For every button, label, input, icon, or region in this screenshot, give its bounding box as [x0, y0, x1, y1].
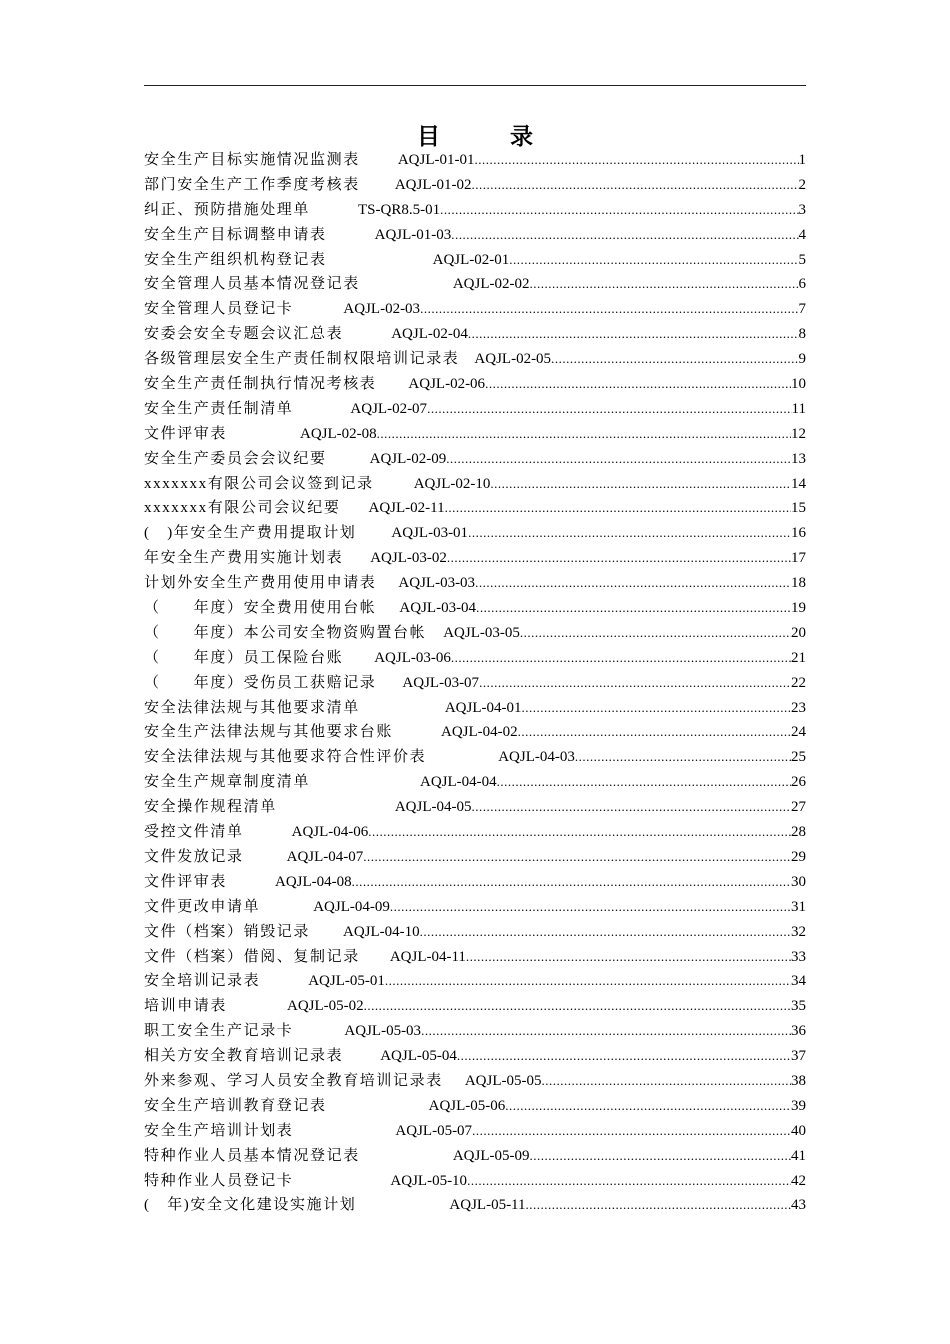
toc-entry-code: AQJL-02-06 [408, 376, 486, 393]
toc-entry[interactable] [144, 447, 806, 472]
toc-entry[interactable] [144, 472, 806, 497]
toc-entry[interactable] [144, 1144, 806, 1169]
toc-entry[interactable] [144, 322, 806, 347]
toc-entry-code: AQJL-02-10 [413, 475, 491, 492]
toc-entry-code: AQJL-05-04 [380, 1048, 457, 1065]
toc-entry[interactable] [144, 671, 806, 696]
toc-entry-code: AQJL-05-11 [449, 1197, 526, 1214]
title-char-1: 目 [417, 124, 440, 149]
toc-entry-page: 35 [791, 998, 806, 1015]
toc-entry-title: 文件（档案）借阅、复制记录 [144, 948, 360, 965]
toc-entry-page: 23 [791, 699, 806, 716]
toc-entry-code: AQJL-05-10 [390, 1172, 468, 1189]
toc-leader-dots [472, 1119, 791, 1144]
toc-entry-code: AQJL-01-01 [397, 152, 475, 168]
toc-leader-dots [420, 297, 798, 322]
toc-entry-page: 11 [791, 400, 806, 417]
toc-leader-dots [466, 945, 791, 970]
toc-entry[interactable] [144, 496, 806, 521]
toc-entry-title: 纠正、预防措施处理单 [144, 201, 311, 218]
toc-leader-dots [497, 770, 791, 795]
toc-leader-dots [451, 223, 798, 248]
toc-entry-page: 39 [791, 1097, 806, 1114]
toc-entry-page: 22 [791, 674, 806, 691]
toc-entry-code: AQJL-04-10 [343, 923, 420, 940]
toc-leader-dots [575, 745, 791, 770]
toc-entry[interactable] [144, 596, 806, 621]
toc-leader-dots [451, 646, 791, 671]
toc-entry-title: 相关方安全教育培训记录表 [144, 1048, 344, 1065]
toc-entry[interactable] [144, 223, 806, 248]
toc-entry-page: 37 [791, 1048, 806, 1065]
toc-entry-code: AQJL-04-05 [394, 799, 472, 816]
toc-entry-title: 安全管理人员登记卡 [144, 301, 294, 318]
toc-entry-page: 7 [798, 301, 806, 318]
toc-leader-dots [529, 1144, 791, 1169]
toc-entry-page: 33 [791, 948, 806, 965]
toc-leader-dots [520, 621, 791, 646]
toc-entry-code: AQJL-04-06 [291, 824, 369, 841]
toc-leader-dots [364, 994, 791, 1019]
toc-entry-page: 15 [791, 500, 806, 517]
toc-entry-title: 特种作业人员登记卡 [144, 1172, 294, 1189]
toc-entry-title: 各级管理层安全生产责任制权限培训记录表 [144, 351, 460, 368]
toc-entry-title: 培训申请表 [144, 998, 228, 1015]
toc-entry-code: AQJL-05-01 [308, 973, 385, 990]
toc-entry-page: 36 [791, 1023, 806, 1040]
toc-entry[interactable] [144, 845, 806, 870]
toc-entry-title: 年安全生产费用实施计划表 [144, 550, 344, 567]
toc-entry-code: AQJL-04-07 [286, 848, 364, 865]
toc-entry-code: AQJL-02-09 [369, 450, 447, 467]
toc-entry-page: 3 [798, 201, 806, 218]
toc-entry-page: 21 [791, 649, 806, 666]
toc-entry[interactable] [144, 347, 806, 372]
toc-entry-page: 9 [798, 351, 806, 368]
toc-entry-code: AQJL-02-01 [432, 251, 510, 268]
toc-entry[interactable] [144, 646, 806, 671]
toc-entry-code: AQJL-03-01 [391, 525, 469, 542]
toc-entry[interactable] [144, 272, 806, 297]
toc-entry-title: 受控文件清单 [144, 824, 244, 841]
toc-entry-code: AQJL-04-11 [389, 948, 466, 965]
toc-entry-title: 文件评审表 [144, 873, 228, 890]
toc-entry[interactable] [144, 820, 806, 845]
toc-entry-code: AQJL-04-02 [441, 724, 518, 741]
toc-leader-dots [541, 1069, 791, 1094]
toc-leader-dots [468, 521, 791, 546]
toc-entry-title: 安全生产委员会会议纪要 [144, 450, 327, 467]
toc-entry-page: 17 [791, 550, 806, 567]
toc-leader-dots [476, 596, 791, 621]
toc-entry-title: 安全生产培训教育登记表 [144, 1097, 327, 1114]
toc-entry[interactable] [144, 521, 806, 546]
toc-entry[interactable] [144, 770, 806, 795]
toc-entry[interactable] [144, 720, 806, 745]
toc-entry-code: AQJL-02-02 [452, 276, 530, 293]
toc-entry[interactable] [144, 969, 806, 994]
toc-entry[interactable] [144, 1119, 806, 1144]
toc-entry[interactable] [144, 198, 806, 223]
toc-entry-title: 特种作业人员基本情况登记表 [144, 1147, 360, 1164]
toc-entry-title: 文件发放记录 [144, 848, 244, 865]
toc-entry[interactable] [144, 1069, 806, 1094]
toc-entry-title: 安全管理人员基本情况登记表 [144, 276, 360, 293]
toc-leader-dots [474, 148, 798, 173]
toc-entry-title: 安全培训记录表 [144, 973, 261, 990]
toc-entry[interactable] [144, 895, 806, 920]
toc-entry[interactable] [144, 571, 806, 596]
toc-entry-title: 安全法律法规与其他要求清单 [144, 699, 360, 716]
toc-entry[interactable] [144, 1094, 806, 1119]
toc-entry-title: 文件评审表 [144, 425, 228, 442]
toc-entry-page: 29 [791, 848, 806, 865]
toc-entry[interactable] [144, 546, 806, 571]
toc-entry-code: AQJL-05-02 [287, 998, 364, 1015]
toc-entry-code: AQJL-02-05 [474, 351, 552, 368]
toc-leader-dots [457, 1044, 791, 1069]
toc-entry-page: 5 [798, 251, 806, 268]
page-title [0, 118, 950, 151]
toc-entry[interactable] [144, 1044, 806, 1069]
toc-entry-title: 安全操作规程清单 [144, 799, 277, 816]
toc-leader-dots [427, 397, 791, 422]
toc-entry-code: AQJL-04-03 [498, 749, 575, 766]
toc-entry-page: 20 [791, 624, 806, 641]
toc-leader-dots [420, 920, 791, 945]
toc-leader-dots [421, 1019, 791, 1044]
toc-entry[interactable] [144, 297, 806, 322]
toc-entry-code: AQJL-05-07 [395, 1122, 473, 1139]
toc-leader-dots [505, 1094, 791, 1119]
toc-leader-dots [446, 447, 791, 472]
title-char-2: 录 [510, 124, 533, 149]
toc-entry-page: 30 [791, 873, 806, 890]
toc-entry-page: 32 [791, 923, 806, 940]
toc-entry-title: 安全生产法律法规与其他要求台账 [144, 724, 394, 741]
toc-leader-dots [521, 696, 791, 721]
toc-entry-code: AQJL-04-04 [420, 774, 497, 791]
toc-leader-dots [471, 173, 798, 198]
toc-entry-code: AQJL-05-06 [428, 1097, 506, 1114]
toc-entry-page: 43 [791, 1197, 806, 1214]
toc-leader-dots [377, 422, 791, 447]
toc-entry-title: 安全生产责任制执行情况考核表 [144, 376, 377, 393]
toc-entry-code: AQJL-03-04 [399, 600, 477, 617]
toc-entry-title: （ 年度）安全费用使用台帐 [144, 600, 377, 617]
toc-entry-page: 14 [791, 475, 806, 492]
toc-entry-code: AQJL-02-11 [368, 500, 445, 517]
toc-leader-dots [509, 248, 798, 273]
toc-entry-page: 26 [791, 774, 806, 791]
toc-entry[interactable] [144, 1019, 806, 1044]
toc-entry-code: AQJL-04-09 [313, 898, 390, 915]
toc-entry-page: 10 [791, 376, 806, 393]
toc-entry-title: xxxxxxx有限公司会议纪要 [144, 500, 341, 517]
toc-leader-dots [447, 546, 791, 571]
toc-entry-page: 4 [798, 226, 806, 243]
toc-leader-dots [490, 472, 791, 497]
toc-entry[interactable] [144, 945, 806, 970]
toc-entry[interactable] [144, 148, 806, 173]
toc-entry-page: 1 [798, 152, 806, 168]
toc-entry-title: ( )年安全生产费用提取计划 [144, 525, 357, 542]
toc-entry-code: AQJL-03-07 [402, 674, 480, 691]
toc-entry-title: ( 年)安全文化建设实施计划 [144, 1197, 357, 1214]
toc-entry-page: 28 [791, 824, 806, 841]
toc-entry-page: 12 [791, 425, 806, 442]
toc-entry-title: 安全生产组织机构登记表 [144, 251, 327, 268]
toc-entry-code: AQJL-05-09 [452, 1147, 530, 1164]
toc-leader-dots [390, 895, 791, 920]
toc-entry-title: 外来参观、学习人员安全教育培训记录表 [144, 1072, 443, 1089]
toc-entry-code: AQJL-01-03 [374, 226, 452, 243]
toc-leader-dots [551, 347, 798, 372]
toc-entry-page: 38 [791, 1072, 806, 1089]
toc-entry[interactable] [144, 1169, 806, 1194]
toc-entry[interactable] [144, 397, 806, 422]
toc-leader-dots [526, 1193, 791, 1218]
toc-entry-page: 6 [798, 276, 806, 293]
toc-entry[interactable] [144, 1193, 806, 1218]
toc-entry[interactable] [144, 248, 806, 273]
toc-entry-code: AQJL-02-04 [391, 326, 468, 343]
toc-entry-code: AQJL-01-02 [394, 176, 472, 193]
toc-entry-page: 13 [791, 450, 806, 467]
toc-leader-dots [368, 820, 791, 845]
toc-entry-code: AQJL-04-08 [275, 873, 352, 890]
toc-entry-title: 安全生产目标调整申请表 [144, 226, 327, 243]
toc-entry-page: 8 [798, 326, 806, 343]
toc-leader-dots [385, 969, 791, 994]
toc-entry-code: AQJL-05-05 [464, 1072, 542, 1089]
toc-entry-title: 安全生产责任制清单 [144, 400, 294, 417]
toc-entry-code: AQJL-05-03 [344, 1023, 422, 1040]
toc-leader-dots [363, 845, 791, 870]
toc-entry-title: 计划外安全生产费用使用申请表 [144, 575, 377, 592]
toc-entry-title: （ 年度）员工保险台账 [144, 649, 344, 666]
toc-entry-code: AQJL-02-03 [343, 301, 421, 318]
toc-leader-dots [352, 870, 791, 895]
toc-leader-dots [440, 198, 798, 223]
toc-entry-page: 25 [791, 749, 806, 766]
toc-entry-page: 18 [791, 575, 806, 592]
toc-entry-code: AQJL-02-08 [300, 425, 377, 442]
toc-entry-title: 部门安全生产工作季度考核表 [144, 176, 360, 193]
toc-entry-code: AQJL-04-01 [444, 699, 522, 716]
toc-entry-title: 安委会安全专题会议汇总表 [144, 326, 344, 343]
toc-leader-dots [479, 671, 791, 696]
toc-entry-title: 安全生产目标实施情况监测表 [144, 152, 360, 168]
toc-entry-page: 40 [791, 1122, 806, 1139]
toc-entry-page: 27 [791, 799, 806, 816]
toc-entry-code: AQJL-02-07 [350, 400, 428, 417]
toc-entry[interactable] [144, 422, 806, 447]
toc-entry-title: 文件更改申请单 [144, 898, 261, 915]
toc-entry-page: 31 [791, 898, 806, 915]
toc-entry-title: 职工安全生产记录卡 [144, 1023, 294, 1040]
toc-leader-dots [468, 322, 799, 347]
header-rule [144, 85, 806, 86]
toc-leader-dots [467, 1169, 791, 1194]
toc-entry[interactable] [144, 173, 806, 198]
toc-entry-title: （ 年度）受伤员工获赔记录 [144, 674, 377, 691]
toc-entry-title: 文件（档案）销毁记录 [144, 923, 311, 940]
toc-entry-code: AQJL-03-03 [398, 575, 476, 592]
toc-entry-title: 安全生产规章制度清单 [144, 774, 311, 791]
toc-entry[interactable] [144, 920, 806, 945]
toc-entry[interactable] [144, 372, 806, 397]
toc-entry[interactable] [144, 795, 806, 820]
toc-entry-code: TS-QR8.5-01 [358, 201, 441, 218]
toc-leader-dots [529, 272, 798, 297]
toc-entry[interactable] [144, 745, 806, 770]
toc-entry-title: （ 年度）本公司安全物资购置台帐 [144, 624, 427, 641]
toc-entry-code: AQJL-03-06 [374, 649, 451, 666]
toc-entry-page: 2 [798, 176, 806, 193]
toc-entry-code: AQJL-03-05 [443, 624, 520, 641]
toc-entry-page: 42 [791, 1172, 806, 1189]
toc-entry-code: AQJL-03-02 [370, 550, 447, 567]
table-of-contents [144, 148, 806, 1218]
toc-entry[interactable] [144, 870, 806, 895]
toc-leader-dots [445, 496, 791, 521]
toc-entry-page: 19 [791, 600, 806, 617]
toc-entry-title: 安全法律法规与其他要求符合性评价表 [144, 749, 427, 766]
toc-entry-page: 34 [791, 973, 806, 990]
toc-entry-page: 24 [791, 724, 806, 741]
toc-entry[interactable] [144, 696, 806, 721]
toc-entry-page: 41 [791, 1147, 806, 1164]
toc-entry-page: 16 [791, 525, 806, 542]
toc-leader-dots [475, 571, 791, 596]
toc-entry[interactable] [144, 994, 806, 1019]
toc-entry[interactable] [144, 621, 806, 646]
toc-leader-dots [485, 372, 791, 397]
toc-leader-dots [471, 795, 791, 820]
toc-entry-title: 安全生产培训计划表 [144, 1122, 294, 1139]
toc-leader-dots [518, 720, 791, 745]
toc-entry-title: xxxxxxx有限公司会议签到记录 [144, 475, 374, 492]
